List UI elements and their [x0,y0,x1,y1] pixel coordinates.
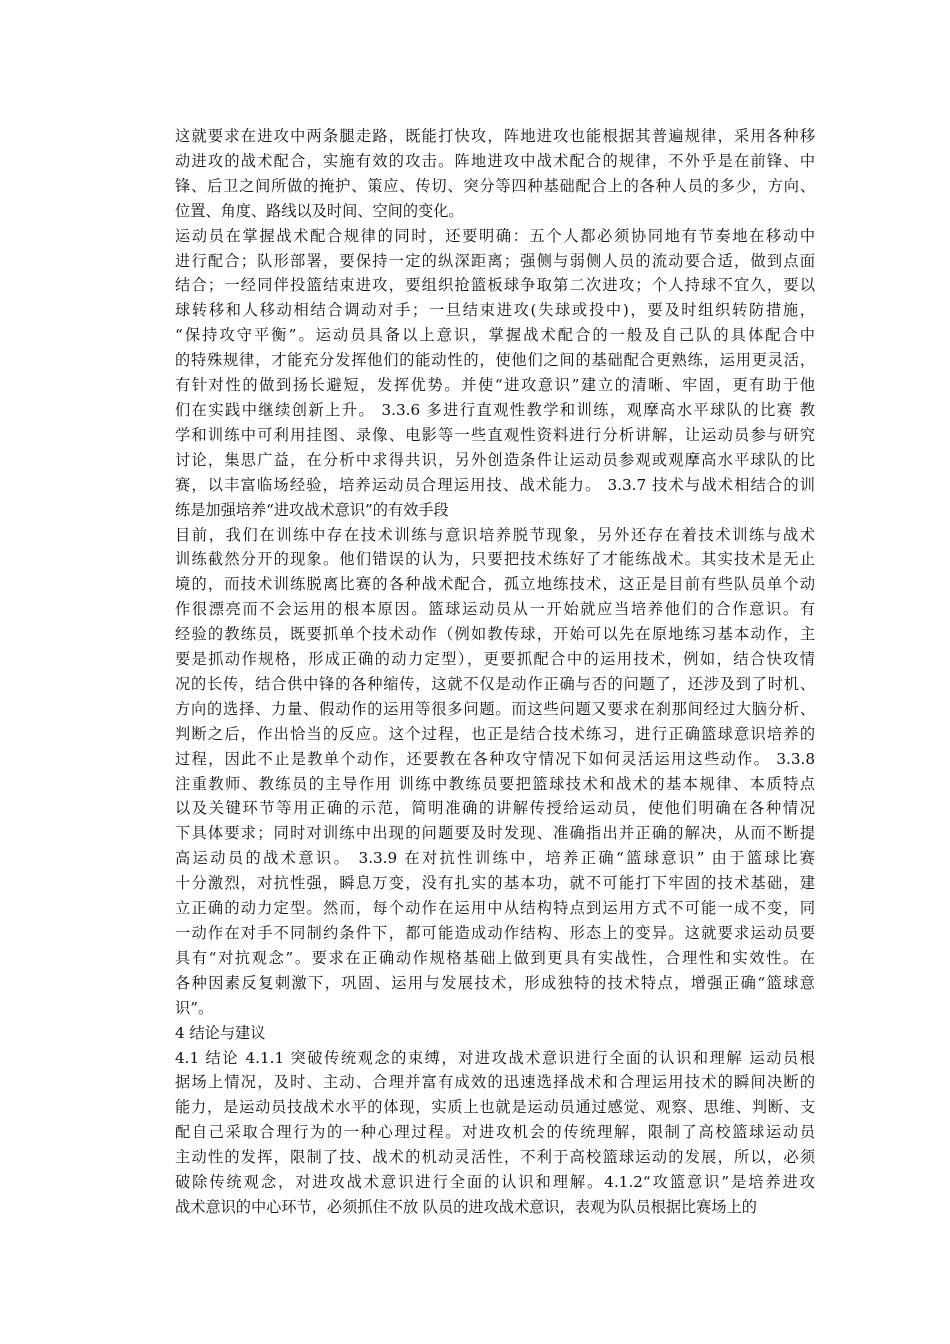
paragraph [175,523,815,1021]
text-line: 球转移和人移动相结合调动对手；一旦结束进攻(失球或投中)，要及时组织转防措施， [175,301,815,320]
paragraph [175,1046,815,1220]
text-line: 十分激烈，对抗性强，瞬息万变，没有扎实的基本功，就不可能打下牢固的技术基础，建 [175,874,815,893]
text-line: 以及关键环节等用正确的示范，简明准确的讲解传授给运动员，使他们明确在各种情况 [175,799,815,818]
text-line: 练是加强培养“进攻战术意识”的有效手段 [175,500,449,519]
paragraph [175,1021,815,1046]
text-line: 作很漂亮而不会运用的根本原因。篮球运动员从一开始就应当培养他们的合作意识。有 [175,600,815,619]
text-line: 赛，以丰富临场经验，培养运动员合理运用技、战术能力。 3.3.7 技术与战术相结合的训 [175,475,815,494]
text-line: 破除传统观念，对进攻战术意识进行全面的认识和理解。4.1.2“攻篮意识”是培养进攻 [175,1173,815,1192]
text-line: 过程，因此不止是教单个动作，还要教在各种攻守情况下如何灵活运用这些动作。 3.3.8 [175,749,815,768]
paragraph [175,224,815,523]
text-line: 高运动员的战术意识。 3.3.9 在对抗性训练中，培养正确“篮球意识” 由于篮球比赛 [175,849,815,868]
text-line: 位置、角度、路线以及时间、空间的变化。 [175,201,464,220]
text-line: 方向的选择、力量、假动作的运用等很多问题。而这些问题又要求在刹那间经过大脑分析、 [175,699,815,718]
text-line: 能力，是运动员技战术水平的体现，实质上也就是运动员通过感觉、观察、思维、判断、支 [175,1098,815,1117]
text-line: 一动作在对手不同制约条件下，都可能造成动作结构、形态上的变异。这就要求运动员要 [175,924,815,942]
text-line: 4.1 结论 4.1.1 突破传统观念的束缚，对进攻战术意识进行全面的认识和理解 运动员根 [175,1048,815,1067]
text-line: 目前，我们在训练中存在技术训练与意识培养脱节现象，另外还存在着技术训练与战术 [175,525,815,544]
text-line: 进行配合；队形部署，要保持一定的纵深距离；强侧与弱侧人员的流动要合适，做到点面 [175,251,815,270]
text-line: 识”。 [175,998,214,1017]
document-page [175,124,815,1220]
text-line: 要是抓动作规格，形成正确的动力定型），更要抓配合中的运用技术，例如，结合快攻情 [175,650,815,669]
text-line: 的特殊规律，才能充分发挥他们的能动性的，使他们之间的基础配合更熟练，运用更灵活， [175,351,815,370]
text-line: 据场上情况，及时、主动、合理并富有成效的迅速选择战术和合理运用技术的瞬间决断的 [175,1073,815,1092]
text-line: 这就要求在进攻中两条腿走路，既能打快攻，阵地进攻也能根据其普遍规律，采用各种移 [175,127,815,145]
text-line: 战术意识的中心环节，必须抓住不放 队员的进攻战术意识，表观为队员根据比赛场上的 [175,1197,757,1216]
text-line: 主动性的发挥，限制了技、战术的机动灵活性，不利于高校篮球运动的发展，所以，必须 [175,1148,815,1167]
text-line: 运动员在掌握战术配合规律的同时，还要明确：五个人都必须协同地有节奏地在移动中 [175,226,815,245]
text-line: 下具体要求；同时对训练中出现的问题要及时发现、准确指出并正确的解决，从而不断提 [175,824,815,843]
text-line: 训练截然分开的现象。他们错误的认为，只要把技术练好了才能练战术。其实技术是无止 [175,550,815,569]
text-line: 锋、后卫之间所做的掩护、策应、传切、突分等四种基础配合上的各种人员的多少，方向、 [175,176,815,195]
text-line: 4 结论与建议 [175,1023,266,1042]
text-line: 判断之后，作出恰当的反应。这个过程，也正是结合技术练习，进行正确篮球意识培养的 [175,724,815,743]
text-line: 结合；一经同伴投篮结束进攻，要组织抢篮板球争取第二次进攻；个人持球不宜久，要以 [175,276,815,295]
text-line: 讨论，集思广益，在分析中求得共识，另外创造条件让运动员参观或观摩高水平球队的比 [175,450,815,469]
text-line: 况的长传，结合供中锋的各种缩传，这就不仅是动作正确与否的问题了，还涉及到了时机、 [175,674,815,693]
text-line: 动进攻的战术配合，实施有效的攻击。阵地进攻中战术配合的规律，不外乎是在前锋、中 [175,151,815,170]
text-line: 注重教师、教练员的主导作用 训练中教练员要把篮球技术和战术的基本规律、本质特点 [175,774,815,793]
paragraph [175,124,815,224]
text-line: 境的，而技术训练脱离比赛的各种战术配合，孤立地练技术，这正是目前有些队员单个动 [175,575,815,594]
text-line: 具有“对抗观念”。要求在正确动作规格基础上做到更具有实战性，合理性和实效性。在 [175,948,815,967]
text-line: “保持攻守平衡”。运动员具备以上意识，掌握战术配合的一般及自己队的具体配合中 [175,326,815,345]
text-line: 有针对性的做到扬长避短，发挥优势。并使“进攻意识”建立的清晰、牢固，更有助于他 [175,376,815,395]
text-line: 各种因素反复刺激下，巩固、运用与发展技术，形成独特的技术特点，增强正确“篮球意 [175,973,815,992]
text-line: 经验的教练员，既要抓单个技术动作（例如教传球，开始可以先在原地练习基本动作，主 [175,625,815,644]
text-line: 们在实践中继续创新上升。 3.3.6 多进行直观性教学和训练，观摩高水平球队的比赛 教 [175,400,815,419]
text-line: 配自己采取合理行为的一种心理过程。对进攻机会的传统理解，限制了高校篮球运动员 [175,1123,815,1142]
text-line: 立正确的动力定型。然而，每个动作在运用中从结构特点到运用方式不可能一成不变，同 [175,899,815,918]
text-line: 学和训练中可利用挂图、录像、电影等一些直观性资料进行分析讲解，让运动员参与研究 [175,425,815,444]
